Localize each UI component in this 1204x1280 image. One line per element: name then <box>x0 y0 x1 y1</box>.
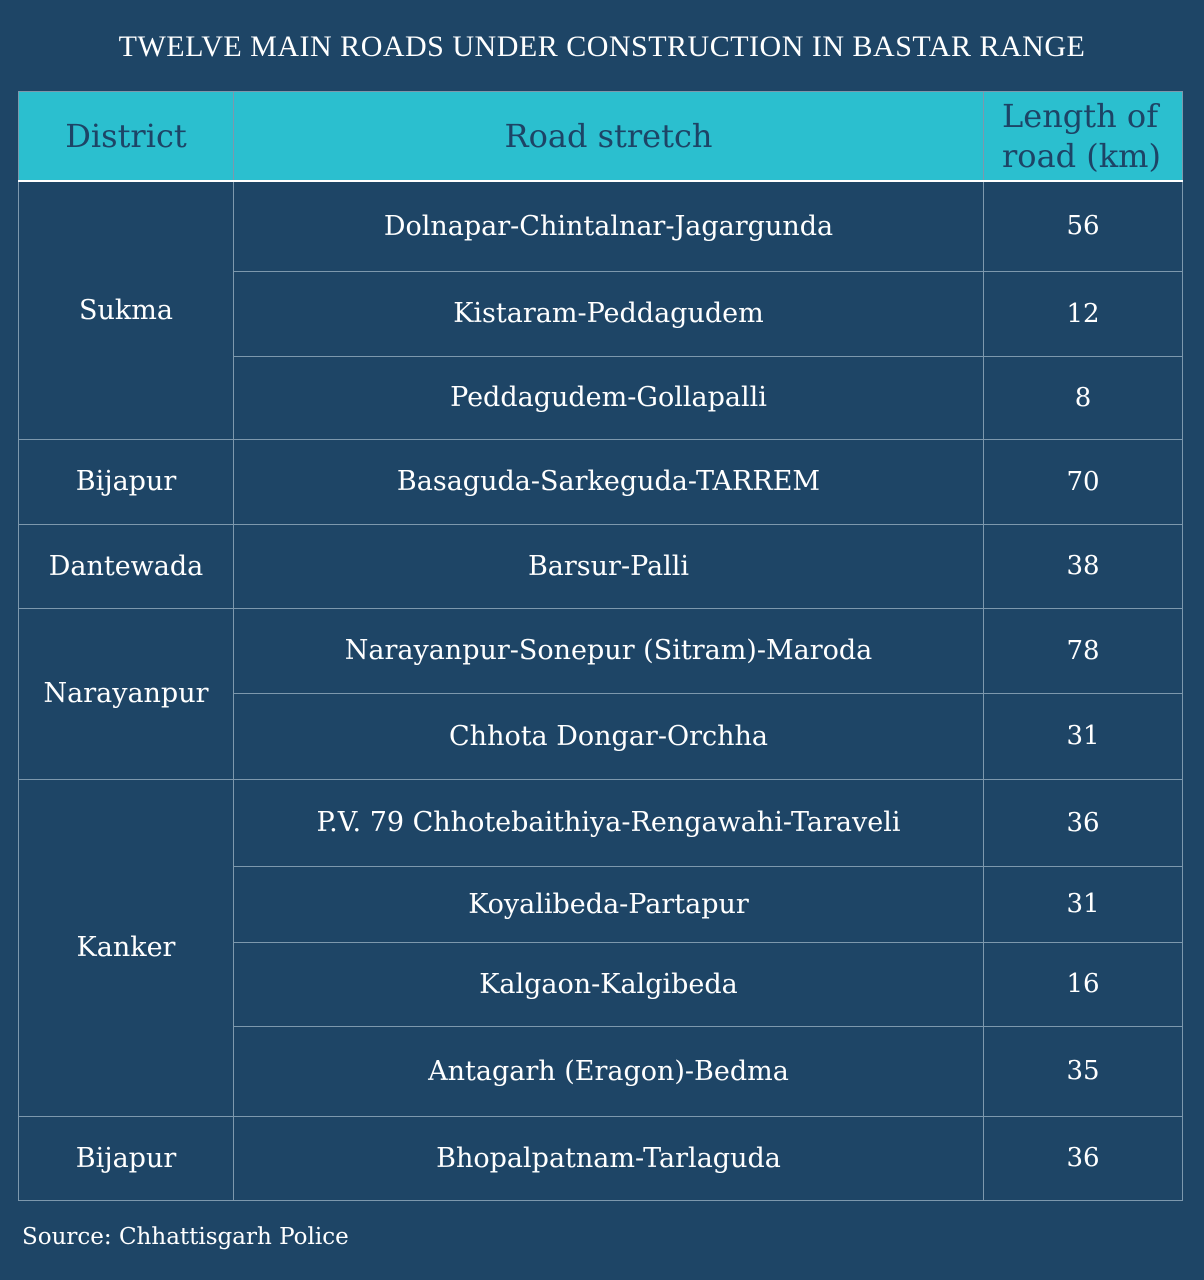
table-row <box>19 181 1183 271</box>
table-row <box>19 524 1183 608</box>
header-length <box>984 92 1183 182</box>
roads-table-container <box>18 91 1182 1201</box>
road-length-cell: 38 <box>984 524 1183 608</box>
district-cell: Sukma <box>19 181 234 439</box>
road-length-cell: 31 <box>984 866 1183 942</box>
road-length-cell: 8 <box>984 356 1183 439</box>
road-stretch-cell: Narayanpur-Sonepur (Sitram)-Maroda <box>234 608 984 693</box>
table-row <box>19 608 1183 693</box>
road-length-cell: 16 <box>984 942 1183 1026</box>
road-length-cell: 12 <box>984 271 1183 356</box>
header-road-stretch: Road stretch <box>234 92 984 182</box>
road-length-cell: 36 <box>984 1116 1183 1200</box>
header-length-line1: Length of <box>1002 97 1159 135</box>
road-stretch-cell: Peddagudem-Gollapalli <box>234 356 984 439</box>
road-length-cell: 35 <box>984 1026 1183 1116</box>
table-row <box>19 1116 1183 1200</box>
district-cell: Bijapur <box>19 439 234 524</box>
road-stretch-cell: Kistaram-Peddagudem <box>234 271 984 356</box>
road-stretch-cell: Kalgaon-Kalgibeda <box>234 942 984 1026</box>
road-stretch-cell: Dolnapar-Chintalnar-Jagargunda <box>234 181 984 271</box>
table-body <box>19 181 1183 1200</box>
chart-title: TWELVE MAIN ROADS UNDER CONSTRUCTION IN BASTAR RANGE <box>118 30 1086 63</box>
source-note: Source: Chhattisgarh Police <box>22 1224 349 1250</box>
table-row <box>19 439 1183 524</box>
district-cell: Dantewada <box>19 524 234 608</box>
table-row <box>19 779 1183 866</box>
road-stretch-cell: Koyalibeda-Partapur <box>234 866 984 942</box>
road-length-cell: 36 <box>984 779 1183 866</box>
road-stretch-cell: Barsur-Palli <box>234 524 984 608</box>
district-cell: Bijapur <box>19 1116 234 1200</box>
road-stretch-cell: Antagarh (Eragon)-Bedma <box>234 1026 984 1116</box>
header-district: District <box>19 92 234 182</box>
road-length-cell: 56 <box>984 181 1183 271</box>
district-cell: Kanker <box>19 779 234 1116</box>
road-stretch-cell: Bhopalpatnam-Tarlaguda <box>234 1116 984 1200</box>
district-cell: Narayanpur <box>19 608 234 779</box>
road-stretch-cell: Chhota Dongar-Orchha <box>234 693 984 779</box>
road-length-cell: 31 <box>984 693 1183 779</box>
road-length-cell: 70 <box>984 439 1183 524</box>
header-length-line2: road (km) <box>1002 137 1161 175</box>
road-stretch-cell: Basaguda-Sarkeguda-TARREM <box>234 439 984 524</box>
roads-table <box>18 91 1183 1201</box>
road-length-cell: 78 <box>984 608 1183 693</box>
road-stretch-cell: P.V. 79 Chhotebaithiya-Rengawahi-Taraveli <box>234 779 984 866</box>
header-row <box>19 92 1183 182</box>
